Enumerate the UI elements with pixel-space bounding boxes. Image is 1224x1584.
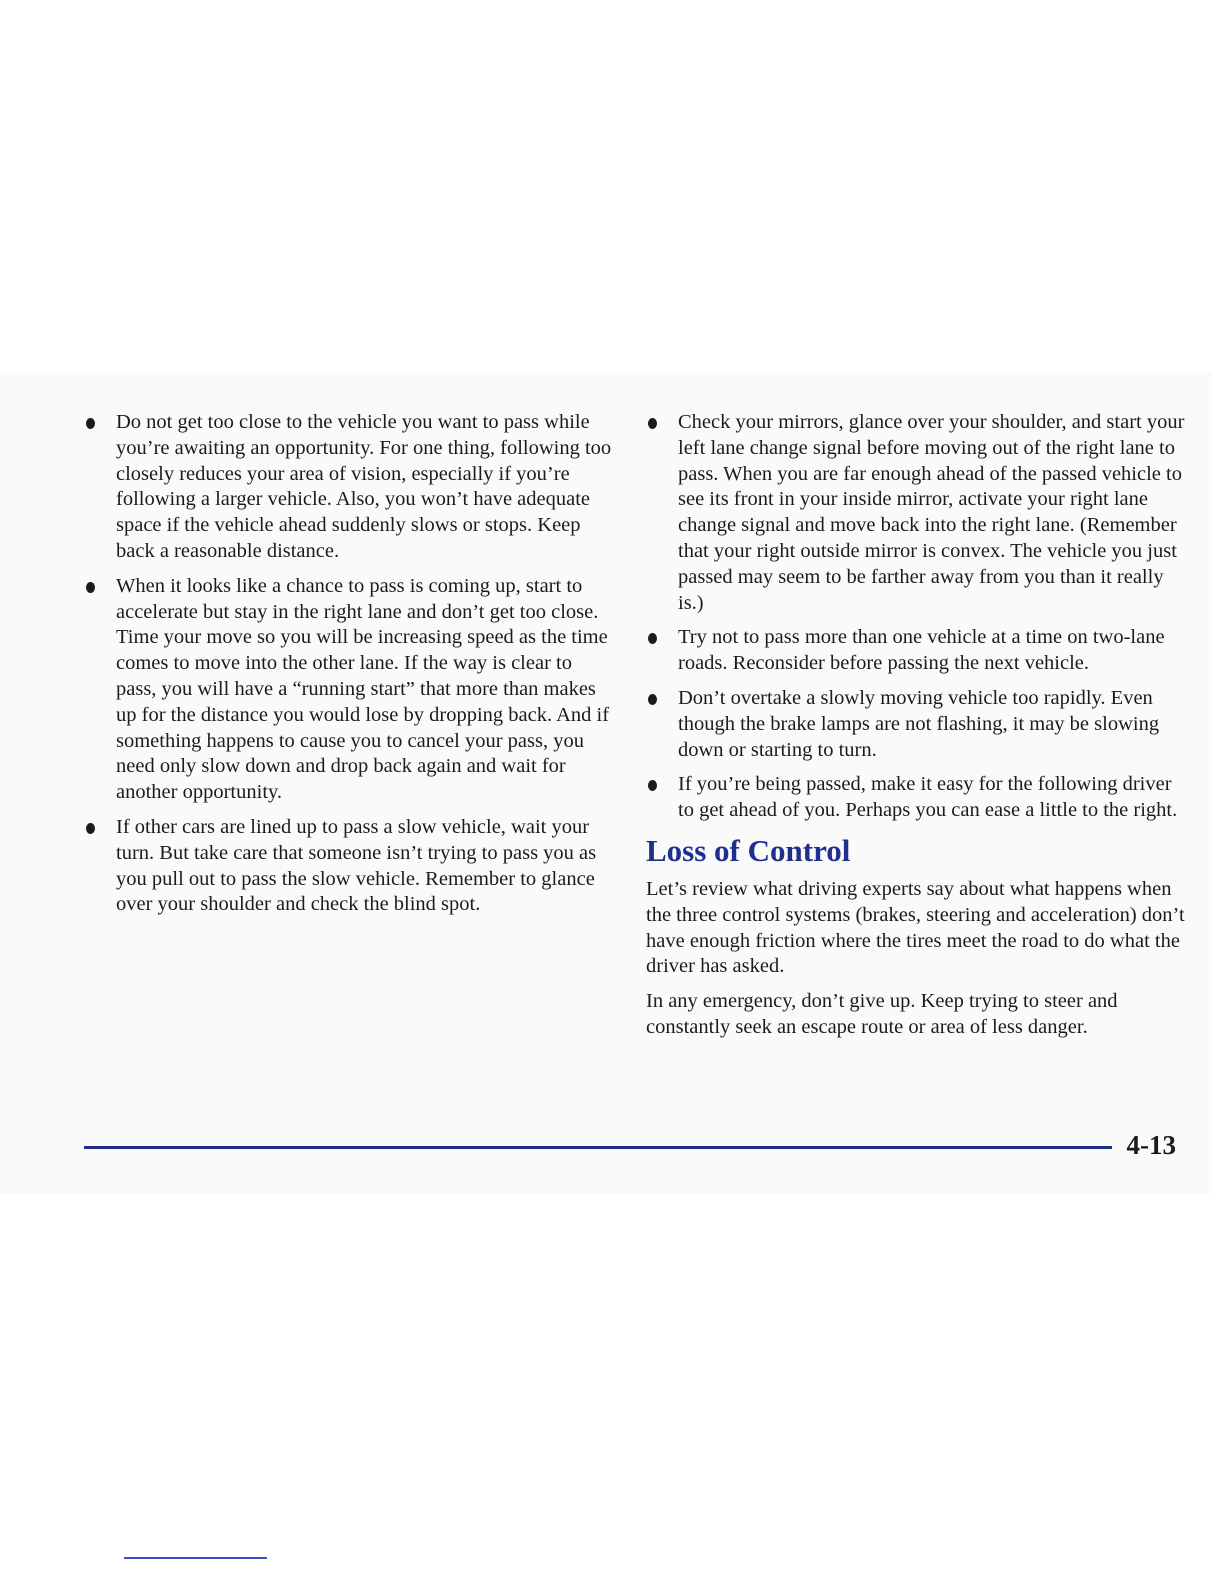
bullet-text: Check your mirrors, glance over your shoulder, and start your left lane change signal before moving out of the right lane to pass. When you are far enough ahead of the passed vehicle to see its front in your inside mirror, activate your right lane change signal and move back into the right lane. (Remember that your right outside mirror is convex. The vehicle you just passed may seem to be farther away from you than it really is.) — [678, 411, 1185, 614]
section-paragraph: Let’s review what driving experts say about what happens when the three control systems (brakes, steering and acceleration) don’t have enough friction where the tires meet the road to do what the driver has asked. — [646, 877, 1185, 978]
bullet-icon — [648, 780, 657, 791]
bullet-text: Do not get too close to the vehicle you want to pass while you’re awaiting an opportunity. For one thing, following too closely reduces your area of vision, especially if you’re following a larger vehicle. Also, you won’t have adequate space if the vehicle ahead suddenly slows or stops. Keep back a reasonable distance. — [116, 411, 612, 562]
bullet-icon — [86, 823, 95, 834]
bullet-item — [84, 410, 614, 565]
section-heading: Loss of Control — [646, 832, 851, 868]
bullet-item — [646, 686, 1186, 763]
right-column — [646, 410, 1186, 1050]
bullet-item — [84, 574, 614, 806]
bottom-rule — [124, 1557, 267, 1559]
bullet-text: If you’re being passed, make it easy for the following driver to get ahead of you. Perhaps you can ease a little to the right. — [678, 773, 1178, 822]
page-number: 4-13 — [1126, 1130, 1176, 1160]
bullet-item — [646, 772, 1186, 824]
bullet-icon — [648, 418, 657, 429]
right-bullet-list — [646, 410, 1186, 824]
section-paragraph: In any emergency, don’t give up. Keep trying to steer and constantly seek an escape route or area of less danger. — [646, 990, 1118, 1038]
left-column — [84, 410, 614, 927]
bullet-item — [646, 410, 1186, 616]
bullet-icon — [86, 582, 95, 593]
bullet-icon — [648, 633, 657, 644]
footer-rule — [84, 1146, 1112, 1149]
bullet-item — [646, 625, 1186, 677]
bullet-icon — [86, 418, 95, 429]
bullet-item — [84, 815, 614, 918]
left-bullet-list — [84, 410, 614, 918]
bullet-text: When it looks like a chance to pass is coming up, start to accelerate but stay in the right lane and don’t get too close. Time your move so you will be increasing speed as the time comes to move into the other lane. If the way is clear to pass, you will have a “running start” that more than makes up for the distance you would lose by dropping back. And if something happens to cause you to cancel your pass, you need only slow down and drop back again and wait for another opportunity. — [116, 574, 610, 804]
bullet-text: Don’t overtake a slowly moving vehicle too rapidly. Even though the brake lamps are not flashing, it may be slowing down or starting to turn. — [678, 686, 1160, 761]
bullet-text: If other cars are lined up to pass a slow vehicle, wait your turn. But take care that someone isn’t trying to pass you as you pull out to pass the slow vehicle. Remember to glance over your shoulder and check the blind spot. — [116, 815, 597, 916]
bullet-text: Try not to pass more than one vehicle at a time on two-lane roads. Reconsider before passing the next vehicle. — [678, 626, 1165, 675]
bullet-icon — [648, 694, 657, 705]
